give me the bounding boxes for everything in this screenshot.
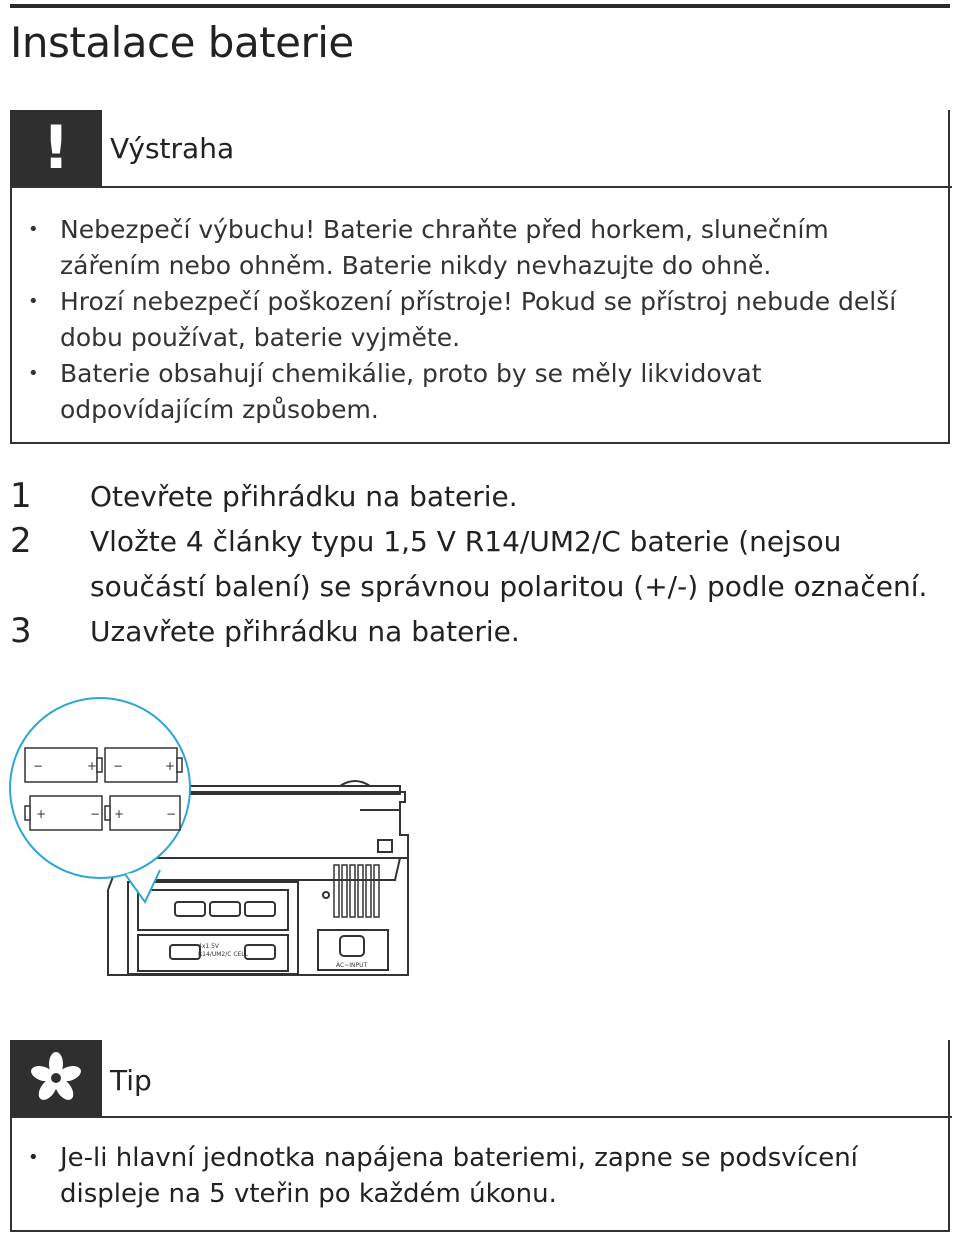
step-item	[10, 609, 955, 654]
top-rule	[10, 4, 950, 8]
tip-title: Tip	[110, 1064, 152, 1097]
step-number: 1	[10, 476, 32, 516]
step-item	[10, 474, 955, 519]
bullet-icon: •	[28, 1147, 39, 1168]
battery-minus-label: −	[113, 759, 124, 773]
battery-plus-label: +	[114, 807, 125, 821]
tip-list	[12, 1140, 952, 1212]
steps-list	[10, 474, 955, 654]
step-text: Otevřete přihrádku na baterie.	[90, 480, 518, 513]
tip-header	[10, 1040, 952, 1118]
warning-icon-box	[10, 110, 102, 186]
battery-plus-label: +	[87, 759, 98, 773]
step-text: Uzavřete přihrádku na baterie.	[90, 615, 520, 648]
battery-plus-label: +	[36, 807, 47, 821]
battery-minus-label: −	[90, 807, 101, 821]
bullet-icon: •	[28, 219, 39, 240]
exclamation-icon: !	[42, 113, 70, 183]
step-number: 2	[10, 521, 32, 561]
step-item	[10, 519, 955, 609]
warning-title: Výstraha	[110, 132, 235, 165]
warning-item: • Baterie obsahují chemikálie, proto by se měly likvidovat odpovídajícím způsobem.	[12, 356, 930, 428]
power-label: AC~INPUT	[336, 962, 368, 969]
warning-list	[12, 212, 952, 428]
warning-header	[10, 110, 952, 188]
warning-item: • Hrozí nebezpečí poškození přístroje! Pokud se přístroj nebude delší dobu používat, baterie vyjměte.	[12, 284, 930, 356]
battery-compartment-illustration	[0, 690, 460, 1000]
battery-minus-label: −	[166, 807, 177, 821]
battery-plus-label: +	[165, 759, 176, 773]
tip-item: • Je-li hlavní jednotka napájena bateriemi, zapne se podsvícení displeje na 5 vteřin po každém úkonu.	[12, 1140, 930, 1212]
warning-box	[10, 110, 950, 444]
battery-minus-label: −	[33, 759, 44, 773]
compartment-label-1: 4x1.5V	[198, 943, 220, 950]
tip-icon-box	[10, 1040, 102, 1116]
step-number: 3	[10, 611, 32, 651]
bullet-icon: •	[28, 363, 39, 384]
bullet-icon: •	[28, 291, 39, 312]
step-text: Vložte 4 články typu 1,5 V R14/UM2/C baterie (nejsou součástí balení) se správnou polaritou (+/-) podle označení.	[90, 525, 928, 603]
tip-box	[10, 1040, 950, 1232]
compartment-label-2: R14/UM2/C CELL	[198, 951, 248, 958]
asterisk-icon	[29, 1051, 83, 1105]
page-title: Instalace baterie	[10, 18, 354, 67]
warning-item: • Nebezpečí výbuchu! Baterie chraňte před horkem, slunečním zářením nebo ohněm. Baterie nikdy nevhazujte do ohně.	[12, 212, 930, 284]
